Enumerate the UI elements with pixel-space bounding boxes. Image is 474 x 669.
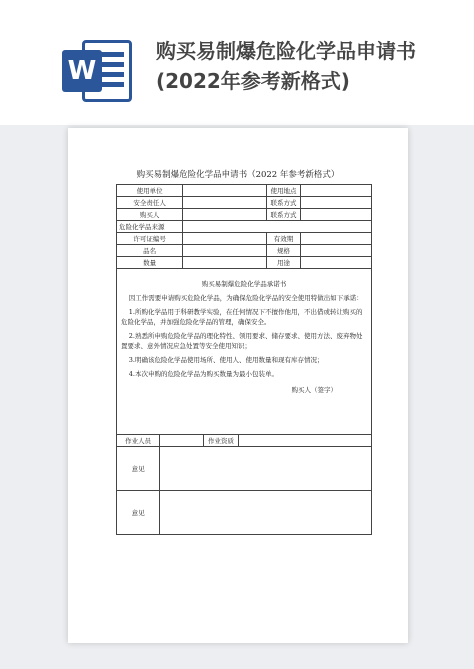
opinion-label: 意见 — [117, 491, 160, 535]
title-line-2: (2022年参考新格式) — [156, 69, 350, 93]
buyer-value[interactable] — [183, 209, 267, 221]
table-row — [117, 447, 372, 491]
permit-no-value[interactable] — [183, 233, 267, 245]
use-unit-value[interactable] — [183, 185, 267, 197]
contact-label: 联系方式 — [267, 197, 300, 209]
spec-value[interactable] — [300, 245, 371, 257]
chem-source-label: 危险化学品来源 — [117, 221, 183, 233]
validity-label: 有效期 — [267, 233, 300, 245]
table-row — [117, 185, 372, 197]
buyer-signature-label: 购买人（签字） — [291, 386, 337, 394]
pledge-item: 3.明确该危险化学品使用场所、使用人、使用数量和现有库存情况； — [128, 356, 324, 364]
worker-value[interactable] — [160, 435, 203, 447]
opinion-label: 意见 — [117, 447, 160, 491]
buyer-label: 购买人 — [117, 209, 183, 221]
pledge-section — [117, 269, 372, 435]
table-row — [117, 245, 372, 257]
usage-value[interactable] — [300, 257, 371, 269]
use-unit-label: 使用单位 — [117, 185, 183, 197]
pledge-title: 购买易制爆危险化学品承诺书 — [201, 280, 287, 288]
contact-label: 联系方式 — [267, 209, 300, 221]
page-title — [156, 36, 416, 96]
quantity-value[interactable] — [183, 257, 267, 269]
spec-label: 规格 — [267, 245, 300, 257]
product-name-label: 品名 — [117, 245, 183, 257]
document-page — [68, 128, 408, 643]
product-name-value[interactable] — [183, 245, 267, 257]
table-row — [117, 209, 372, 221]
permit-no-label: 许可证编号 — [117, 233, 183, 245]
contact-value[interactable] — [300, 209, 371, 221]
worker-label: 作业人员 — [117, 435, 160, 447]
word-badge: W — [62, 50, 102, 92]
application-form-table — [116, 184, 372, 535]
word-document-icon — [62, 36, 132, 106]
pledge-text — [121, 279, 367, 395]
usage-label: 用途 — [267, 257, 300, 269]
pledge-item: 2.熟悉所申购危险化学品的理化特性、领用要求、储存要求、使用方法、废弃物处置要求、意外情况应急处置等安全使用知识； — [121, 332, 363, 350]
safety-officer-value[interactable] — [183, 197, 267, 209]
pledge-intro: 因工作需要申请购买危险化学品，为确保危险化学品的安全使用特做出如下承诺： — [128, 294, 363, 302]
cert-label: 作业资质 — [203, 435, 239, 447]
header-banner — [0, 0, 474, 125]
document-title: 购买易制爆危险化学品申请书（2022 年参考新格式） — [136, 170, 340, 180]
use-location-value[interactable] — [300, 185, 371, 197]
table-row — [117, 269, 372, 435]
table-row — [117, 233, 372, 245]
opinion-value[interactable] — [160, 447, 372, 491]
table-row — [117, 221, 372, 233]
pledge-item: 4.本次申购的危险化学品为购买数量为最小包装单。 — [128, 370, 278, 378]
contact-value[interactable] — [300, 197, 371, 209]
opinion-value[interactable] — [160, 491, 372, 535]
use-location-label: 使用地点 — [267, 185, 300, 197]
safety-officer-label: 安全责任人 — [117, 197, 183, 209]
chem-source-value[interactable] — [183, 221, 372, 233]
quantity-label: 数量 — [117, 257, 183, 269]
pledge-item: 1.所购化学品用于科研教学实验，在任何情况下不擅作他用，不出借或转让购买的危险化学品，并加强危险化学品的管理，确保安全。 — [121, 308, 363, 326]
validity-value[interactable] — [300, 233, 371, 245]
table-row — [117, 491, 372, 535]
title-line-1: 购买易制爆危险化学品申请书 — [156, 39, 416, 63]
table-row — [117, 257, 372, 269]
cert-value[interactable] — [239, 435, 372, 447]
table-row — [117, 197, 372, 209]
table-row — [117, 435, 372, 447]
